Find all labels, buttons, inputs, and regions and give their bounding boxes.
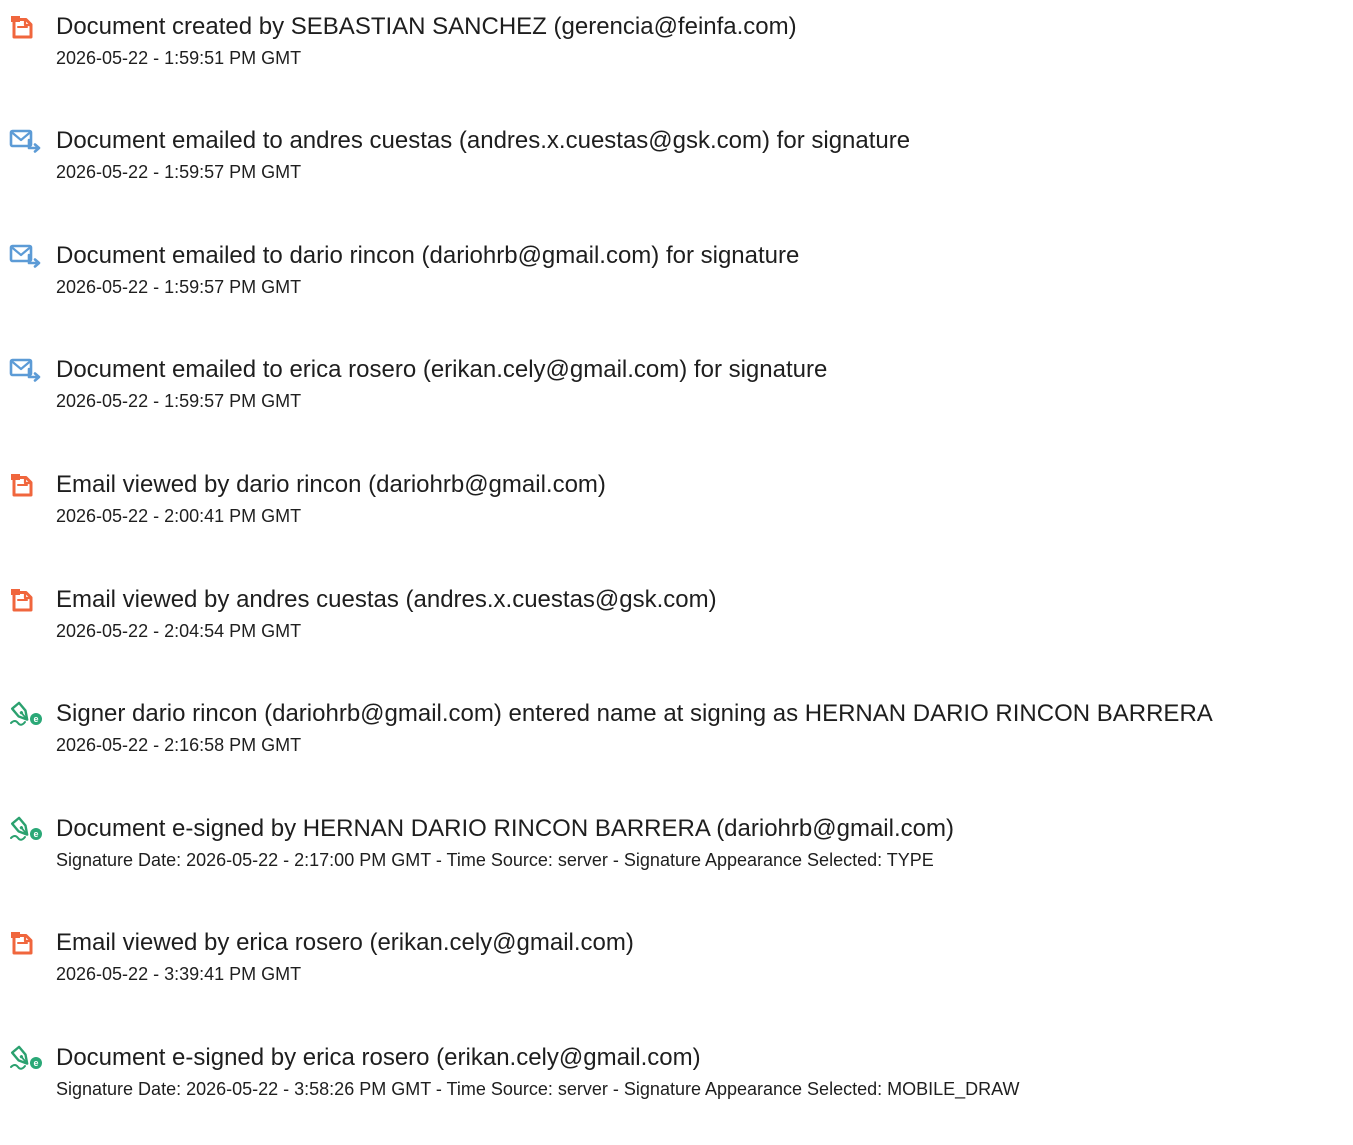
event-timestamp: 2026-05-22 - 2:04:54 PM GMT (56, 621, 302, 641)
event-title: Document e-signed by HERNAN DARIO RINCON BARRERA (dariohrb@gmail.com) (56, 815, 954, 842)
email-icon (9, 243, 43, 269)
svg-text:e: e (33, 829, 39, 840)
document-icon (9, 930, 43, 956)
event-timestamp: 2026-05-22 - 2:00:41 PM GMT (56, 506, 302, 526)
log-entry (0, 701, 1353, 801)
e-sign-icon (9, 1045, 43, 1071)
email-icon (9, 357, 43, 383)
log-entry (0, 1045, 1353, 1145)
event-title: Document e-signed by erica rosero (erikan.cely@gmail.com) (56, 1044, 701, 1071)
event-timestamp: 2026-05-22 - 1:59:57 PM GMT (56, 162, 302, 182)
event-timestamp: 2026-05-22 - 2:16:58 PM GMT (56, 735, 302, 755)
event-title: Document emailed to erica rosero (erikan.cely@gmail.com) for signature (56, 356, 828, 383)
log-entry (0, 357, 1353, 457)
log-entry (0, 472, 1353, 572)
event-title: Email viewed by erica rosero (erikan.cely@gmail.com) (56, 929, 634, 956)
event-timestamp: 2026-05-22 - 1:59:57 PM GMT (56, 391, 302, 411)
document-icon (9, 472, 43, 498)
log-entry (0, 816, 1353, 916)
event-title: Document emailed to dario rincon (dariohrb@gmail.com) for signature (56, 242, 800, 269)
log-entry (0, 128, 1353, 228)
event-timestamp: 2026-05-22 - 1:59:57 PM GMT (56, 277, 302, 297)
signature-details: Signature Date: 2026-05-22 - 2:17:00 PM GMT - Time Source: server - Signature Appearance Selected: TYPE (56, 850, 934, 870)
event-timestamp: 2026-05-22 - 1:59:51 PM GMT (56, 48, 302, 68)
log-entry (0, 243, 1353, 343)
document-icon (9, 587, 43, 613)
svg-text:e: e (33, 714, 39, 725)
event-title: Signer dario rincon (dariohrb@gmail.com) entered name at signing as HERNAN DARIO RINCON BARRERA (56, 700, 1213, 727)
event-title: Document emailed to andres cuestas (andres.x.cuestas@gsk.com) for signature (56, 127, 911, 154)
svg-text:e: e (33, 1058, 39, 1069)
document-icon (9, 14, 43, 40)
event-timestamp: 2026-05-22 - 3:39:41 PM GMT (56, 964, 302, 984)
event-title: Email viewed by andres cuestas (andres.x.cuestas@gsk.com) (56, 586, 717, 613)
log-entry (0, 14, 1353, 114)
log-entry (0, 587, 1353, 687)
event-title: Document created by SEBASTIAN SANCHEZ (gerencia@feinfa.com) (56, 13, 797, 40)
log-entry (0, 930, 1353, 1030)
signature-details: Signature Date: 2026-05-22 - 3:58:26 PM GMT - Time Source: server - Signature Appearance Selected: MOBILE_DRAW (56, 1079, 1020, 1099)
event-title: Email viewed by dario rincon (dariohrb@gmail.com) (56, 471, 606, 498)
e-sign-icon (9, 701, 43, 727)
email-icon (9, 128, 43, 154)
e-sign-icon (9, 816, 43, 842)
